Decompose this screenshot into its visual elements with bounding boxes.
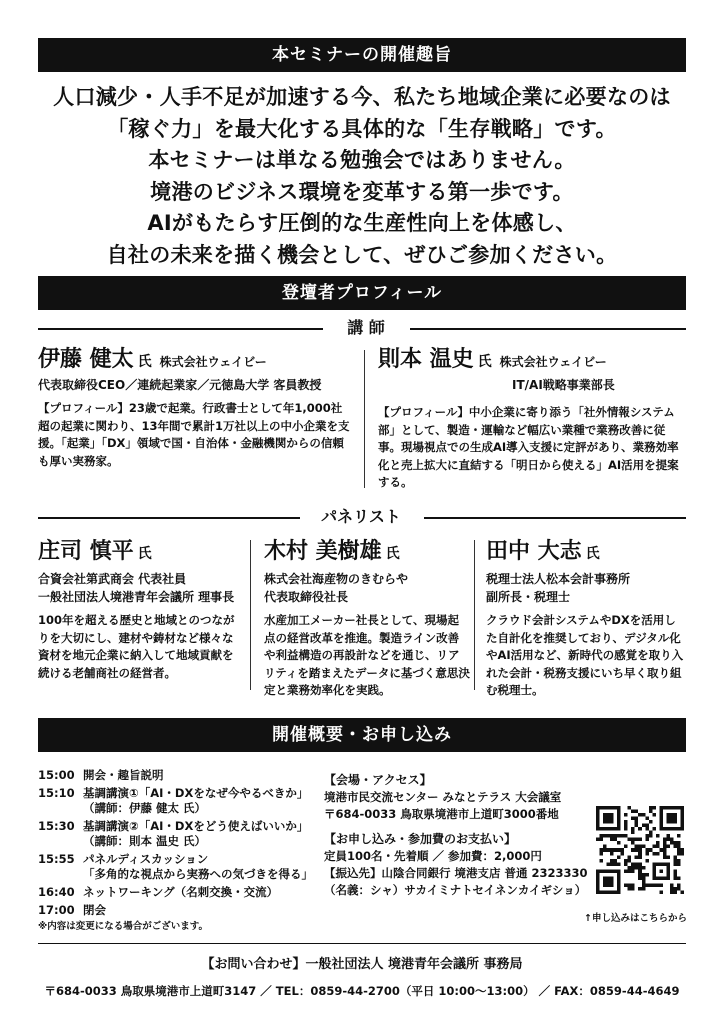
person-honorific: 氏 xyxy=(385,546,400,562)
qr-module xyxy=(659,848,663,852)
qr-module xyxy=(670,890,674,894)
qr-module xyxy=(631,887,635,891)
qr-module xyxy=(603,834,607,838)
person-name-row xyxy=(38,346,350,376)
qr-module xyxy=(638,855,642,859)
qr-module xyxy=(645,859,649,863)
qr-module xyxy=(631,862,635,866)
person-role: 代表取締役社長 xyxy=(264,590,349,604)
qr-module xyxy=(628,883,632,887)
qr-module xyxy=(677,862,681,866)
qr-module xyxy=(673,873,677,877)
qr-module xyxy=(677,859,681,863)
qr-module xyxy=(628,855,632,859)
qr-module xyxy=(603,845,607,849)
qr-module xyxy=(649,883,653,887)
schedule-time: 15:30 xyxy=(38,819,75,833)
schedule-text: 基調講演①「AI・DXをなぜ今やるべきか」 xyxy=(83,786,309,800)
qr-module xyxy=(600,848,604,852)
qr-module xyxy=(656,883,660,887)
schedule-text: 基調講演②「AI・DXをどう使えばいいか」 xyxy=(83,819,309,833)
qr-module xyxy=(645,873,649,877)
qr-module xyxy=(624,883,628,887)
qr-module xyxy=(635,824,639,828)
qr-module xyxy=(677,841,681,845)
qr-module xyxy=(631,838,635,842)
qr-module xyxy=(600,852,604,856)
qr-module xyxy=(617,855,621,859)
schedule-item xyxy=(38,852,318,882)
profile-section-header: 登壇者プロフィール xyxy=(38,276,686,310)
qr-module xyxy=(631,817,635,821)
qr-module xyxy=(666,838,670,842)
column-divider xyxy=(250,540,251,690)
qr-module xyxy=(638,873,642,877)
qr-module xyxy=(663,841,667,845)
qr-module xyxy=(610,859,614,863)
qr-module xyxy=(656,845,660,849)
person-name: 木村 美樹雄 xyxy=(264,539,382,564)
qr-module xyxy=(645,838,649,842)
qr-module xyxy=(642,887,646,891)
divider-line xyxy=(424,517,686,519)
qr-module xyxy=(635,810,639,814)
qr-module xyxy=(607,834,611,838)
qr-module xyxy=(673,845,677,849)
qr-module xyxy=(631,883,635,887)
qr-module xyxy=(628,869,632,873)
qr-module xyxy=(624,834,628,838)
qr-module xyxy=(666,834,670,838)
qr-caption: ↑申し込みはこちらから xyxy=(584,913,687,924)
qr-module xyxy=(642,813,646,817)
qr-module xyxy=(638,876,642,880)
purpose-text xyxy=(38,82,686,271)
qr-module xyxy=(628,887,632,891)
qr-module xyxy=(642,824,646,828)
qr-module xyxy=(680,848,684,852)
qr-module xyxy=(663,848,667,852)
qr-module xyxy=(638,827,642,831)
qr-module xyxy=(610,834,614,838)
schedule-time: 15:10 xyxy=(38,786,75,800)
venue-info xyxy=(324,772,594,899)
qr-module xyxy=(638,848,642,852)
qr-module xyxy=(631,831,635,835)
person-name-row xyxy=(264,538,470,568)
panelist-kimura xyxy=(264,538,470,700)
schedule-text: 閉会 xyxy=(83,903,106,917)
venue-heading: 【会場・アクセス】 xyxy=(324,773,432,787)
qr-module xyxy=(652,813,656,817)
contact-details: 〒684-0033 鳥取県境港市上道町3147 ／ TEL：0859-44-2700（平日 10:00〜13:00） ／ FAX：0859-44-4649 xyxy=(44,984,680,998)
qr-module xyxy=(610,862,614,866)
qr-module xyxy=(649,831,653,835)
qr-module xyxy=(649,806,653,810)
qr-module xyxy=(656,841,660,845)
person-bio: 【プロフィール】23歳で起業。行政書士として年1,000社超の起業に関わり、13年間で累計1万社以上の中小企業を支援。「起業」「DX」領域で国・自治体・金融機関からの信頼も厚い実務家。 xyxy=(38,401,350,468)
person-honorific: 氏 xyxy=(137,354,152,370)
qr-module xyxy=(677,876,681,880)
qr-module xyxy=(628,806,632,810)
qr-module xyxy=(614,848,618,852)
qr-module xyxy=(652,827,656,831)
qr-module xyxy=(659,883,663,887)
person-role: 合資会社第武商会 代表社員 xyxy=(38,572,187,586)
apply-holder: （名義：シャ）サカイミナトセイネンカイギショ） xyxy=(324,883,587,897)
qr-module xyxy=(624,813,628,817)
column-divider xyxy=(364,350,365,488)
qr-module xyxy=(666,845,670,849)
qr-module xyxy=(638,887,642,891)
qr-module xyxy=(624,820,628,824)
footer-divider xyxy=(38,943,686,944)
lecturer-norimoto xyxy=(378,346,684,492)
qr-module xyxy=(631,827,635,831)
qr-module xyxy=(677,845,681,849)
qr-module xyxy=(642,866,646,870)
qr-module xyxy=(673,887,677,891)
qr-module xyxy=(642,876,646,880)
qr-module xyxy=(624,862,628,866)
qr-module xyxy=(677,883,681,887)
qr-module xyxy=(670,838,674,842)
qr-module xyxy=(631,866,635,870)
panelist-heading: パネリスト xyxy=(321,507,401,526)
apply-heading: 【お申し込み・参加費のお支払い】 xyxy=(324,832,517,846)
qr-module xyxy=(673,841,677,845)
qr-module xyxy=(617,841,621,845)
qr-module xyxy=(670,887,674,891)
qr-module xyxy=(645,827,649,831)
qr-module xyxy=(614,838,618,842)
qr-module xyxy=(638,866,642,870)
purpose-line: 「稼ぐ力」を最大化する具体的な「生存戦略」です。 xyxy=(107,116,617,141)
qr-module xyxy=(635,862,639,866)
qr-module xyxy=(600,834,604,838)
qr-module xyxy=(614,859,618,863)
qr-module xyxy=(666,855,670,859)
qr-module xyxy=(673,862,677,866)
qr-module xyxy=(635,820,639,824)
qr-module xyxy=(635,838,639,842)
qr-module xyxy=(635,817,639,821)
person-role: 株式会社海産物のきむらや xyxy=(264,572,409,586)
person-role: 代表取締役CEO／連続起業家／元徳島大学 客員教授 xyxy=(38,378,322,392)
qr-module xyxy=(631,810,635,814)
qr-module xyxy=(652,806,656,810)
schedule-text: 開会・趣旨説明 xyxy=(83,768,164,782)
qr-module xyxy=(600,859,604,863)
schedule-text: ネットワーキング（名刺交換・交流） xyxy=(83,885,279,899)
person-name: 庄司 慎平 xyxy=(38,539,134,564)
column-divider xyxy=(474,540,475,690)
qr-module xyxy=(673,855,677,859)
qr-module xyxy=(617,862,621,866)
qr-module xyxy=(652,845,656,849)
schedule-note: ※内容は変更になる場合がございます。 xyxy=(38,921,208,932)
person-role: 一般社団法人境港青年会議所 理事長 xyxy=(38,590,235,604)
person-role: 税理士法人松本会計事務所 xyxy=(486,572,631,586)
schedule-time: 15:00 xyxy=(38,768,75,782)
person-role: IT/AI戦略事業部長 xyxy=(512,378,615,392)
panelist-shoji xyxy=(38,538,240,682)
person-name: 伊藤 健太 xyxy=(38,347,134,372)
qr-module xyxy=(663,852,667,856)
lecturer-divider xyxy=(38,318,686,338)
schedule-time: 16:40 xyxy=(38,885,75,899)
qr-module xyxy=(645,883,649,887)
qr-code-icon[interactable] xyxy=(596,806,684,894)
qr-module xyxy=(596,838,600,842)
purpose-line: 本セミナーは単なる勉強会ではありません。 xyxy=(148,148,576,172)
qr-module xyxy=(624,827,628,831)
purpose-line: 境港のビジネス環境を変革する第一歩です。 xyxy=(150,179,574,204)
qr-module xyxy=(670,841,674,845)
qr-module xyxy=(631,869,635,873)
schedule-time: 15:55 xyxy=(38,852,75,866)
qr-module xyxy=(649,820,653,824)
contact-info xyxy=(38,954,686,1002)
person-company: 株式会社ウェイビー xyxy=(499,355,607,369)
qr-module xyxy=(610,848,614,852)
qr-module xyxy=(635,845,639,849)
qr-module xyxy=(642,873,646,877)
qr-module xyxy=(621,852,625,856)
contact-org: 【お問い合わせ】一般社団法人 境港青年会議所 事務局 xyxy=(201,957,523,972)
schedule-text: パネルディスカッション xyxy=(83,852,209,866)
qr-module xyxy=(628,866,632,870)
schedule-text: （講師：伊藤 健太 氏） xyxy=(83,801,207,815)
qr-module xyxy=(624,824,628,828)
lecturer-heading: 講 師 xyxy=(347,318,385,337)
person-honorific: 氏 xyxy=(137,546,152,562)
qr-module xyxy=(600,838,604,842)
person-name: 田中 大志 xyxy=(486,539,582,564)
purpose-line: 人口減少・人手不足が加速する今、私たち地域企業に必要なのは xyxy=(53,85,671,109)
schedule-item xyxy=(38,786,318,816)
qr-module xyxy=(663,845,667,849)
person-bio: 水産加工メーカー社長として、現場起点の経営改革を推進。製造ライン改善や利益構造の再設計などを通じ、リアリティを踏まえたデータに基づく意思決定と業務効率化を実践。 xyxy=(264,613,470,697)
qr-module xyxy=(614,834,618,838)
qr-module xyxy=(645,852,649,856)
qr-module xyxy=(659,890,663,894)
qr-module xyxy=(617,848,621,852)
qr-module xyxy=(610,838,614,842)
lecturer-ito xyxy=(38,346,350,470)
purpose-section-header: 本セミナーの開催趣旨 xyxy=(38,38,686,72)
qr-module xyxy=(635,855,639,859)
qr-module xyxy=(638,813,642,817)
panelist-tanaka xyxy=(486,538,686,700)
qr-module xyxy=(652,883,656,887)
qr-module xyxy=(607,848,611,852)
qr-module xyxy=(652,852,656,856)
apply-bank: 【振込先】山陰合同銀行 境港支店 普通 2323330 xyxy=(324,866,588,880)
qr-module xyxy=(638,852,642,856)
qr-module xyxy=(645,824,649,828)
qr-module xyxy=(617,834,621,838)
qr-module xyxy=(677,834,681,838)
schedule-text: 「多角的な視点から実務への気づきを得る」 xyxy=(83,867,313,881)
venue-name: 境港市民交流センター みなとテラス 大会議室 xyxy=(324,790,562,804)
qr-module xyxy=(638,869,642,873)
qr-module xyxy=(621,834,625,838)
qr-module xyxy=(638,862,642,866)
qr-module xyxy=(673,876,677,880)
qr-module xyxy=(673,890,677,894)
qr-module xyxy=(680,852,684,856)
qr-module xyxy=(635,866,639,870)
qr-module xyxy=(642,880,646,884)
overview-section-header: 開催概要・お申し込み xyxy=(38,718,686,752)
qr-module xyxy=(624,859,628,863)
person-name-row xyxy=(486,538,686,568)
qr-module xyxy=(635,848,639,852)
qr-module xyxy=(663,855,667,859)
qr-module xyxy=(677,852,681,856)
panelist-divider xyxy=(38,507,686,527)
schedule xyxy=(38,768,318,934)
qr-module xyxy=(607,862,611,866)
qr-module xyxy=(642,883,646,887)
qr-module xyxy=(631,848,635,852)
qr-module xyxy=(649,810,653,814)
schedule-text: （講師：則本 温史 氏） xyxy=(83,834,207,848)
qr-module xyxy=(603,848,607,852)
person-honorific: 氏 xyxy=(585,546,600,562)
qr-module xyxy=(638,838,642,842)
qr-module xyxy=(628,838,632,842)
qr-module xyxy=(645,817,649,821)
purpose-line: 自社の未来を描く機会として、ぜひご参加ください。 xyxy=(106,242,618,267)
qr-module xyxy=(673,859,677,863)
person-role: 副所長・税理士 xyxy=(486,590,571,604)
venue-address: 〒684-0033 鳥取県境港市上道町3000番地 xyxy=(324,807,559,821)
person-bio: クラウド会計システムやDXを活用した自計化を推奨しており、デジタル化やAI活用など、新時代の感覚を取り入れた会計・税務支援にいち早く取り組む税理士。 xyxy=(486,613,684,697)
qr-module xyxy=(638,845,642,849)
qr-module xyxy=(677,887,681,891)
qr-module xyxy=(649,834,653,838)
schedule-time: 17:00 xyxy=(38,903,75,917)
qr-module xyxy=(656,852,660,856)
qr-module xyxy=(628,859,632,863)
qr-module xyxy=(645,834,649,838)
person-honorific: 氏 xyxy=(477,354,492,370)
person-name-row xyxy=(378,346,684,376)
qr-module xyxy=(631,841,635,845)
qr-module xyxy=(677,848,681,852)
qr-module xyxy=(614,862,618,866)
person-bio: 100年を超える歴史と地域とのつながりを大切にし、建材や鋳材など様々な資材を地元企業に納入して地域貢献を続ける老舗商社の経営者。 xyxy=(38,613,235,680)
person-name-row xyxy=(38,538,240,568)
person-name: 則本 温史 xyxy=(378,347,474,372)
qr-module xyxy=(642,845,646,849)
qr-module xyxy=(624,869,628,873)
qr-module xyxy=(649,848,653,852)
purpose-line: AIがもたらす圧倒的な生産性向上を体感し、 xyxy=(147,211,577,235)
schedule-item xyxy=(38,885,318,900)
qr-module xyxy=(673,869,677,873)
qr-module xyxy=(680,890,684,894)
schedule-item xyxy=(38,819,318,849)
divider-line xyxy=(38,328,323,330)
qr-module xyxy=(621,848,625,852)
qr-module xyxy=(656,834,660,838)
person-bio: 【プロフィール】中小企業に寄り添う「社外情報システム部」として、製造・運輸など幅広い業種で業務改善に従事。現場視点での生成AI導入支援に定評があり、業務効率化と売上拡大に直結する「明日から使える」AI活用を提案する。 xyxy=(378,405,679,489)
qr-module xyxy=(624,845,628,849)
person-company: 株式会社ウェイビー xyxy=(159,355,267,369)
qr-module xyxy=(610,852,614,856)
schedule-item xyxy=(38,903,318,918)
qr-module xyxy=(663,838,667,842)
qr-module xyxy=(670,883,674,887)
divider-line xyxy=(410,328,686,330)
schedule-item xyxy=(38,768,318,783)
qr-module xyxy=(645,848,649,852)
apply-capacity: 定員100名・先着順 ／ 参加費：2,000円 xyxy=(324,849,542,863)
divider-line xyxy=(38,517,300,519)
